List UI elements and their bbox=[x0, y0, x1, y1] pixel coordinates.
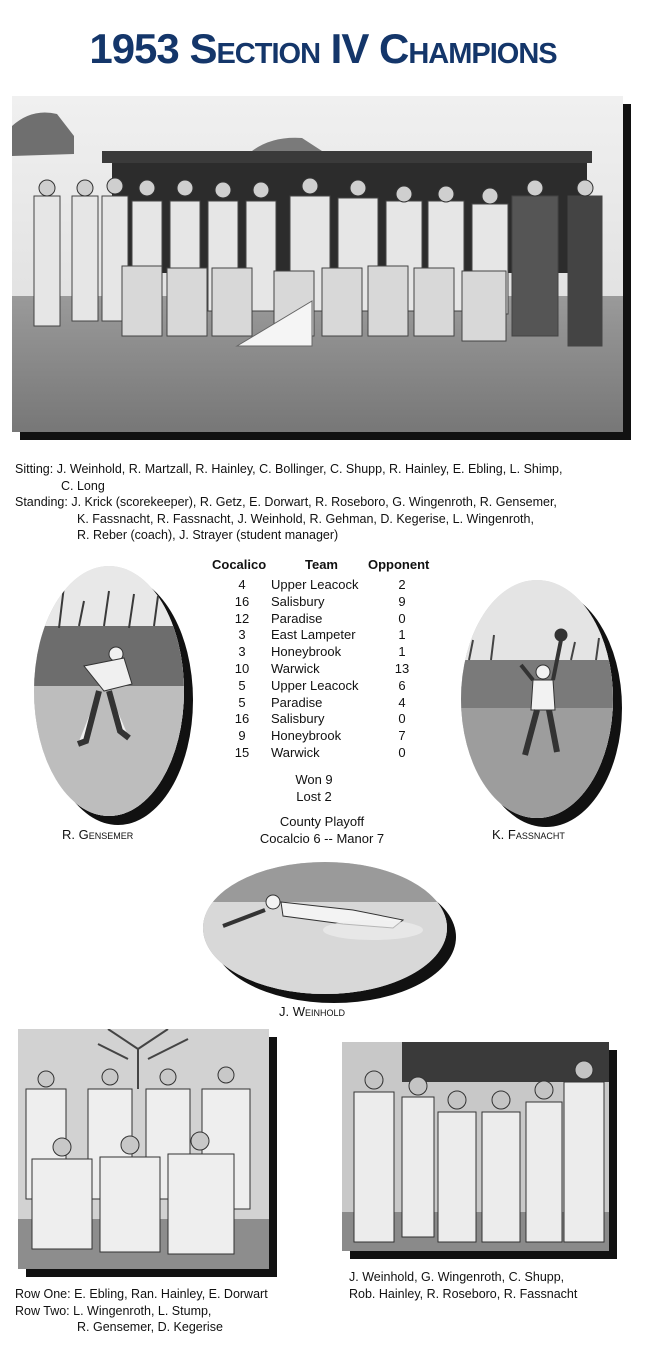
score-opponent: 7 bbox=[398, 728, 406, 744]
opponent-team: Paradise bbox=[271, 610, 323, 626]
col-header-cocalico: Cocalico bbox=[212, 557, 267, 572]
schedule-table bbox=[212, 557, 452, 857]
team-photo-illustration bbox=[12, 96, 623, 432]
won-count: Won 9 bbox=[295, 772, 333, 787]
opponent-team: Warwick bbox=[271, 745, 320, 760]
portrait-center-caption: J. Weinhold bbox=[279, 1004, 346, 1019]
score-cocalico: 3 bbox=[238, 627, 246, 643]
score-opponent: 6 bbox=[398, 677, 406, 693]
score-opponent: 9 bbox=[398, 593, 406, 609]
opponent-team: Honeybrook bbox=[271, 728, 342, 744]
page-title: 1953 Section IV Champions bbox=[89, 25, 557, 72]
opponent-team: Upper Leacock bbox=[271, 677, 359, 693]
standing-names-line2: K. Fassnacht, R. Fassnacht, J. Weinhold, R. Gehman, D. Kegerise, L. Wingenroth, bbox=[77, 511, 534, 526]
portrait-fassnacht bbox=[461, 580, 613, 818]
score-opponent: 0 bbox=[398, 610, 406, 626]
group-right-caption bbox=[349, 1269, 639, 1302]
sitting-names-line2: C. Long bbox=[61, 478, 105, 493]
score-cocalico: 15 bbox=[234, 745, 250, 760]
playoff-result: Cocalcio 6 -- Manor 7 bbox=[259, 831, 385, 846]
opponent-team: Salisbury bbox=[271, 593, 325, 609]
row-two-names-line1: L. Wingenroth, L. Stump, bbox=[73, 1303, 212, 1318]
group-photo-left bbox=[18, 1029, 269, 1269]
opponent-team: Salisbury bbox=[271, 711, 325, 727]
col-header-opponent: Opponent bbox=[368, 557, 430, 572]
score-opponent: 1 bbox=[398, 627, 406, 643]
score-cocalico: 12 bbox=[234, 610, 250, 626]
opponent-team: Warwick bbox=[271, 661, 320, 676]
opponent-team: Paradise bbox=[271, 694, 323, 710]
sitting-names-line1: J. Weinhold, R. Martzall, R. Hainley, C. Bollinger, C. Shupp, R. Hainley, E. Ebling, L. Shimp, bbox=[56, 462, 563, 476]
group-left-illustration bbox=[18, 1029, 269, 1269]
score-cocalico: 10 bbox=[234, 661, 250, 676]
schedule-row bbox=[212, 594, 452, 611]
team-caption bbox=[15, 461, 640, 544]
sitting-label: Sitting: bbox=[15, 462, 54, 476]
standing-names-line1: J. Krick (scorekeeper), R. Getz, E. Dorwart, R. Roseboro, G. Wingenroth, R. Gensemer, bbox=[71, 495, 557, 509]
playoff-title: County Playoff bbox=[279, 814, 365, 829]
score-cocalico: 16 bbox=[234, 593, 250, 609]
score-cocalico: 4 bbox=[238, 577, 246, 592]
catcher-illustration bbox=[461, 580, 613, 818]
score-opponent: 0 bbox=[398, 745, 406, 760]
lost-count: Lost 2 bbox=[296, 789, 332, 804]
schedule-row bbox=[212, 661, 452, 678]
col-header-team: Team bbox=[305, 557, 338, 572]
standing-label: Standing: bbox=[15, 495, 68, 509]
slide-illustration bbox=[203, 862, 447, 994]
group-left-caption bbox=[15, 1286, 315, 1336]
group-right-line2: Rob. Hainley, R. Roseboro, R. Fassnacht bbox=[349, 1286, 578, 1301]
score-opponent: 13 bbox=[394, 661, 410, 676]
team-photo bbox=[12, 96, 623, 432]
schedule-row bbox=[212, 678, 452, 695]
opponent-team: Honeybrook bbox=[271, 644, 342, 660]
schedule-row bbox=[212, 711, 452, 728]
score-opponent: 2 bbox=[398, 577, 406, 592]
schedule-row bbox=[212, 745, 452, 762]
score-cocalico: 5 bbox=[238, 677, 246, 693]
row-two-names-line2: R. Gensemer, D. Kegerise bbox=[77, 1320, 223, 1334]
schedule-row bbox=[212, 611, 452, 628]
opponent-team: East Lampeter bbox=[271, 627, 356, 643]
schedule-row bbox=[212, 627, 452, 644]
standing-names-line3: R. Reber (coach), J. Strayer (student manager) bbox=[77, 528, 339, 542]
score-opponent: 1 bbox=[398, 644, 406, 660]
score-opponent: 0 bbox=[398, 711, 406, 727]
row-one-label: Row One: bbox=[15, 1287, 71, 1301]
group-right-line1: J. Weinhold, G. Wingenroth, C. Shupp, bbox=[349, 1270, 565, 1284]
portrait-left-caption: R. Gensemer bbox=[62, 827, 134, 842]
opponent-team: Upper Leacock bbox=[271, 577, 359, 592]
row-two-label: Row Two: bbox=[15, 1303, 70, 1318]
score-cocalico: 16 bbox=[234, 711, 250, 727]
portrait-gensemer bbox=[34, 566, 184, 816]
schedule-row bbox=[212, 644, 452, 661]
portrait-right-caption: K. Fassnacht bbox=[492, 827, 565, 842]
group-photo-right bbox=[342, 1042, 609, 1251]
row-one-names: E. Ebling, Ran. Hainley, E. Dorwart bbox=[74, 1287, 268, 1301]
schedule-row bbox=[212, 577, 452, 594]
score-opponent: 4 bbox=[398, 694, 406, 710]
score-cocalico: 9 bbox=[238, 728, 246, 744]
pitcher-illustration bbox=[34, 566, 184, 816]
score-cocalico: 3 bbox=[238, 644, 246, 660]
group-right-illustration bbox=[342, 1042, 609, 1251]
schedule-row bbox=[212, 695, 452, 712]
schedule-row bbox=[212, 728, 452, 745]
score-cocalico: 5 bbox=[238, 694, 246, 710]
portrait-weinhold bbox=[203, 862, 447, 994]
